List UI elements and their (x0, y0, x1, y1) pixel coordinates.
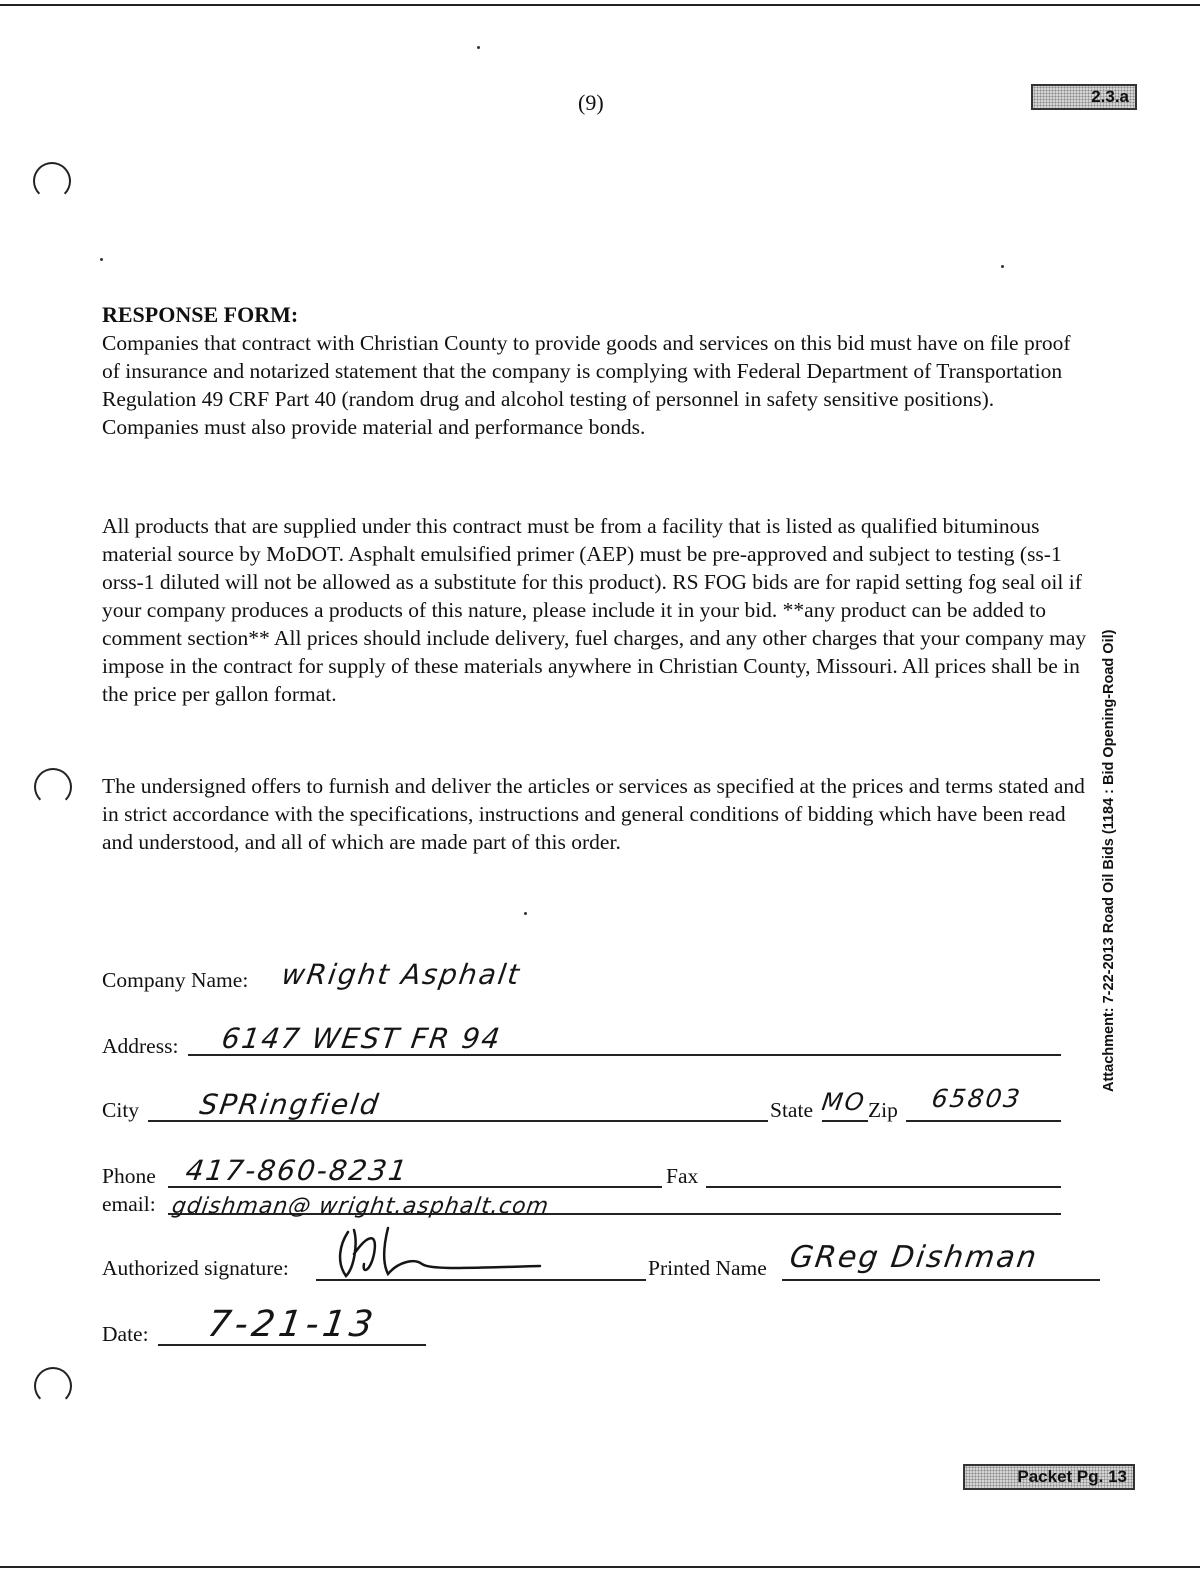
email-label: email: (102, 1192, 156, 1216)
top-border-line (0, 4, 1200, 6)
form-heading: RESPONSE FORM: (102, 302, 299, 327)
section-badge: 2.3.a (1031, 84, 1137, 110)
company-name-label: Company Name: (102, 968, 249, 992)
packet-page-badge: Packet Pg. 13 (963, 1464, 1135, 1490)
printed-name-line (782, 1279, 1100, 1281)
phone-label: Phone (102, 1164, 156, 1188)
date-label: Date: (102, 1322, 149, 1346)
insurance-paragraph: Companies that contract with Christian County to provide goods and services on this bid must have on file proof of insurance and notarized statement that the company is complying with Federal Department of Transportation Regulation 49 CRF Part 40 (random drug and alcohol testing of personnel in safety sensitive positions). Companies must also provide material and performance bonds. (102, 331, 1071, 439)
punch-hole-icon (34, 768, 72, 806)
fax-line (706, 1186, 1061, 1188)
attachment-side-label: Attachment: 7-22-2013 Road Oil Bids (1184 : Bid Opening-Road Oil) (1101, 629, 1117, 1092)
printed-name-value[interactable]: GReg Dishman (787, 1240, 1041, 1275)
company-name-value[interactable]: wRight Asphalt (279, 958, 524, 991)
page-number: (9) (578, 90, 604, 115)
undersigned-paragraph: The undersigned offers to furnish and deliver the articles or services as specified at the prices and terms stated and in strict accordance with the specifications, instructions and general conditions of bidding which have been read and understood, and all of which are made part of this order. (102, 774, 1085, 854)
date-value[interactable]: 7-21-13 (205, 1304, 380, 1345)
state-label: State (770, 1098, 813, 1122)
authorized-signature-label: Authorized signature: (102, 1256, 289, 1280)
zip-line (906, 1120, 1061, 1122)
zip-label: Zip (868, 1098, 898, 1122)
email-value[interactable]: gdishman@ wright.asphalt.com (170, 1194, 551, 1219)
signature-scribble (318, 1224, 548, 1284)
state-line (822, 1120, 868, 1122)
scan-speck (477, 46, 480, 49)
scan-speck (100, 258, 103, 261)
printed-name-label: Printed Name (648, 1256, 767, 1280)
address-label: Address: (102, 1034, 179, 1058)
scan-speck (1001, 265, 1004, 268)
state-value[interactable]: MO (820, 1088, 868, 1116)
scan-speck (524, 912, 527, 915)
phone-value[interactable]: 417-860-8231 (183, 1154, 411, 1187)
zip-value[interactable]: 65803 (929, 1084, 1024, 1113)
punch-hole-icon (33, 162, 71, 200)
city-value[interactable]: SPRingfield (197, 1088, 383, 1121)
punch-hole-icon (34, 1367, 72, 1405)
fax-label: Fax (666, 1164, 699, 1188)
address-value[interactable]: 6147 WEST FR 94 (219, 1022, 504, 1055)
products-paragraph: All products that are supplied under this contract must be from a facility that is listed as qualified bituminous material source by MoDOT. Asphalt emulsified primer (AEP) must be pre-approved and subject to testing (ss-1 orss-1 diluted will not be allowed as a substitute for this product). RS FOG bids are for rapid setting fog seal oil if your company produces a products of this nature, please include it in your bid. **any product can be added to comment section** All prices should include delivery, fuel charges, and any other charges that your company may impose in the contract for supply of these materials anywhere in Christian County, Missouri. All prices shall be in the price per gallon format. (102, 514, 1087, 706)
city-label: City (102, 1098, 140, 1122)
bottom-border-line (0, 1566, 1200, 1568)
